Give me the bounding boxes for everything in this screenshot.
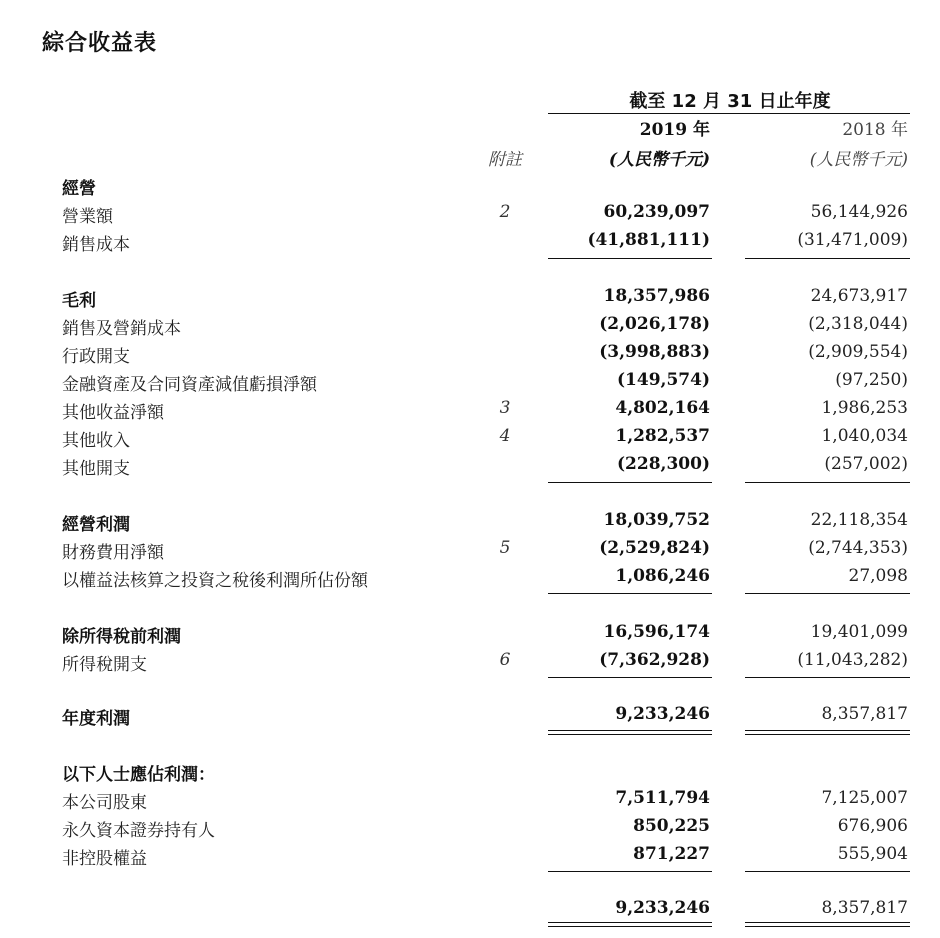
value-2018: 1,986,253 — [821, 398, 908, 418]
table-row — [0, 788, 940, 816]
value-2018: (2,318,044) — [808, 314, 908, 334]
value-2018: 19,401,099 — [810, 622, 908, 642]
row-note: 5 — [499, 538, 511, 558]
value-2019: 9,233,246 — [615, 704, 710, 724]
subtotal-rule — [745, 593, 910, 594]
period-header: 截至 12 月 31 日止年度 — [629, 91, 831, 112]
statement-title: 綜合收益表 — [42, 31, 158, 56]
row-note: 2 — [499, 202, 511, 222]
subtotal-rule — [745, 871, 910, 872]
value-2019: 16,596,174 — [603, 622, 710, 642]
value-2018: (11,043,282) — [797, 650, 908, 670]
year-current-header: 2019 年 — [639, 120, 710, 140]
row-label: 年度利潤 — [62, 709, 130, 729]
subtotal-rule — [548, 677, 712, 678]
row-label: 經營 — [62, 179, 96, 199]
value-2018: 27,098 — [848, 566, 908, 586]
double-rule — [745, 730, 910, 731]
value-2018: 24,673,917 — [810, 286, 908, 306]
value-2018: 676,906 — [837, 816, 908, 836]
double-rule — [548, 922, 712, 923]
row-label: 永久資本證券持有人 — [62, 821, 215, 841]
value-2019: 850,225 — [633, 816, 710, 836]
table-row — [0, 510, 940, 538]
row-label: 行政開支 — [62, 347, 130, 367]
table-row — [0, 704, 940, 732]
table-row — [0, 342, 940, 370]
row-note: 6 — [499, 650, 511, 670]
value-2019: (149,574) — [617, 370, 710, 390]
table-row — [0, 454, 940, 482]
value-2018: 7,125,007 — [821, 788, 908, 808]
row-label: 其他開支 — [62, 459, 130, 479]
value-2019: (228,300) — [617, 454, 710, 474]
table-row — [0, 622, 940, 650]
double-rule — [548, 734, 712, 735]
table-row — [0, 538, 940, 566]
row-label: 財務費用淨額 — [62, 543, 164, 563]
row-label: 其他收入 — [62, 431, 130, 451]
note-column-header: 附註 — [488, 150, 522, 170]
double-rule — [548, 926, 712, 927]
double-rule — [745, 734, 910, 735]
row-label: 銷售成本 — [62, 235, 130, 255]
table-row — [0, 650, 940, 678]
subtotal-rule — [548, 482, 712, 483]
table-row — [0, 844, 940, 872]
row-label: 其他收益淨額 — [62, 403, 164, 423]
row-label: 所得稅開支 — [62, 655, 147, 675]
row-label: 銷售及營銷成本 — [62, 319, 181, 339]
row-label: 以下人士應佔利潤： — [62, 765, 215, 785]
value-2019: 871,227 — [633, 844, 710, 864]
table-row — [0, 426, 940, 454]
value-2018: (2,744,353) — [808, 538, 908, 558]
value-2018: (2,909,554) — [808, 342, 908, 362]
value-2018: 8,357,817 — [821, 898, 908, 918]
value-2019: 1,282,537 — [615, 426, 710, 446]
row-label: 除所得稅前利潤 — [62, 627, 181, 647]
subtotal-rule — [548, 258, 712, 259]
subtotal-rule — [745, 482, 910, 483]
section-heading — [0, 760, 940, 788]
row-note: 4 — [499, 426, 511, 446]
table-row — [0, 816, 940, 844]
row-label: 毛利 — [62, 291, 96, 311]
value-2018: 555,904 — [837, 844, 908, 864]
value-2019: (7,362,928) — [599, 650, 710, 670]
value-2019: 9,233,246 — [615, 898, 710, 918]
row-label: 經營利潤 — [62, 515, 130, 535]
double-rule — [548, 730, 712, 731]
value-2019: 7,511,794 — [615, 788, 710, 808]
table-row — [0, 566, 940, 594]
row-label: 非控股權益 — [62, 849, 147, 869]
subtotal-rule — [745, 677, 910, 678]
value-2019: (41,881,111) — [587, 230, 710, 250]
value-2018: 56,144,926 — [810, 202, 908, 222]
row-label: 金融資產及合同資產減值虧損淨額 — [62, 375, 317, 395]
subtotal-rule — [548, 871, 712, 872]
value-2019: (3,998,883) — [599, 342, 710, 362]
value-2018: 8,357,817 — [821, 704, 908, 724]
table-row — [0, 286, 940, 314]
value-2018: (31,471,009) — [797, 230, 908, 250]
currency-current-header: (人民幣千元) — [608, 150, 710, 170]
table-row — [0, 314, 940, 342]
value-2019: (2,529,824) — [599, 538, 710, 558]
value-2018: 22,118,354 — [810, 510, 908, 530]
row-label: 營業額 — [62, 207, 113, 227]
value-2019: 18,357,986 — [603, 286, 710, 306]
double-rule — [745, 926, 910, 927]
table-row — [0, 202, 940, 230]
value-2019: 18,039,752 — [603, 510, 710, 530]
table-row — [0, 398, 940, 426]
table-row — [0, 230, 940, 258]
value-2018: (257,002) — [824, 454, 908, 474]
value-2019: (2,026,178) — [599, 314, 710, 334]
section-heading — [0, 174, 940, 202]
double-rule — [745, 922, 910, 923]
value-2019: 60,239,097 — [603, 202, 710, 222]
subtotal-rule — [745, 258, 910, 259]
row-note: 3 — [499, 398, 511, 418]
value-2018: 1,040,034 — [821, 426, 908, 446]
value-2019: 4,802,164 — [615, 398, 710, 418]
row-label: 本公司股東 — [62, 793, 147, 813]
currency-prior-header: (人民幣千元) — [809, 150, 908, 170]
year-prior-header: 2018 年 — [842, 120, 908, 140]
value-2018: (97,250) — [835, 370, 908, 390]
period-underline — [548, 113, 910, 114]
row-label: 以權益法核算之投資之稅後利潤所佔份額 — [62, 571, 368, 591]
subtotal-rule — [548, 593, 712, 594]
table-row — [0, 370, 940, 398]
value-2019: 1,086,246 — [615, 566, 710, 586]
